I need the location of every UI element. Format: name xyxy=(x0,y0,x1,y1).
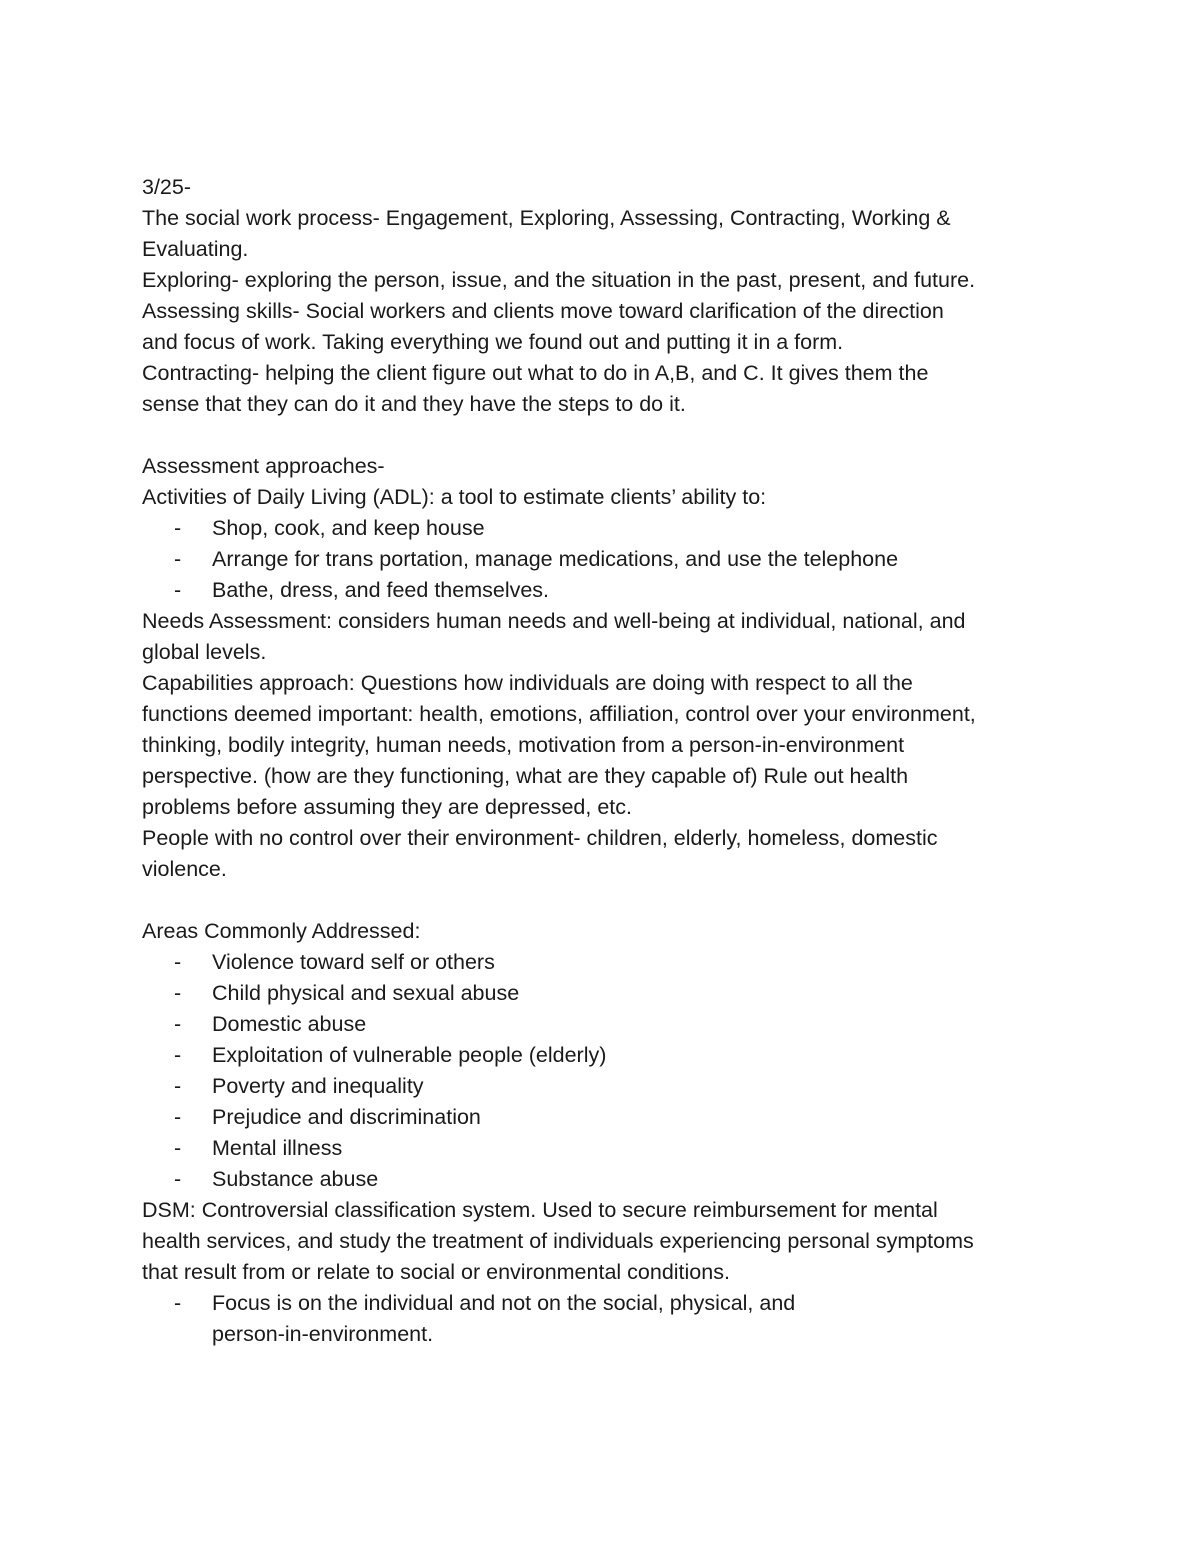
list-item-text: Substance abuse xyxy=(212,1167,379,1191)
dsm-text-line1: DSM: Controversial classification system. Used to secure reimbursement for mental xyxy=(142,1198,938,1222)
list-item xyxy=(142,1071,1072,1102)
assessing-text-line1: Assessing skills- Social workers and clients move toward clarification of the direction xyxy=(142,299,944,323)
list-item xyxy=(142,1040,1072,1071)
list-item-text: Domestic abuse xyxy=(212,1012,367,1036)
list-item xyxy=(142,1102,1072,1133)
bullet-dash: - xyxy=(174,547,182,571)
capabilities-text-line2: functions deemed important: health, emotions, affiliation, control over your environment, xyxy=(142,702,976,726)
bullet-dash: - xyxy=(174,516,182,540)
list-item-text xyxy=(212,1288,1072,1350)
bullet-dash: - xyxy=(174,1136,182,1160)
people-text-line2: violence. xyxy=(142,857,227,881)
list-item xyxy=(142,1009,1072,1040)
bullet-dash: - xyxy=(174,981,182,1005)
list-item-text: Mental illness xyxy=(212,1136,343,1160)
document-page xyxy=(142,172,1072,1350)
list-item xyxy=(142,513,1072,544)
capabilities-text-line1: Capabilities approach: Questions how individuals are doing with respect to all the xyxy=(142,671,913,695)
adl-text: Activities of Daily Living (ADL): a tool to estimate clients’ ability to: xyxy=(142,485,767,509)
list-item-text: Exploitation of vulnerable people (elderly) xyxy=(212,1043,607,1067)
dsm-bullet-line1: Focus is on the individual and not on the social, physical, and xyxy=(212,1291,796,1315)
list-item xyxy=(142,947,1072,978)
date-heading: 3/25- xyxy=(142,175,192,199)
bullet-dash: - xyxy=(174,1105,182,1129)
capabilities-text-line5: problems before assuming they are depressed, etc. xyxy=(142,795,632,819)
contracting-text-line2: sense that they can do it and they have the steps to do it. xyxy=(142,392,686,416)
process-text-line2: Evaluating. xyxy=(142,237,249,261)
list-item xyxy=(142,1288,1072,1350)
needs-text-line2: global levels. xyxy=(142,640,267,664)
list-item xyxy=(142,1164,1072,1195)
list-item xyxy=(142,575,1072,606)
list-item xyxy=(142,978,1072,1009)
list-item xyxy=(142,1133,1072,1164)
dsm-text-line3: that result from or relate to social or environmental conditions. xyxy=(142,1260,730,1284)
process-text-line1: The social work process- Engagement, Exploring, Assessing, Contracting, Working & xyxy=(142,206,951,230)
list-item xyxy=(142,544,1072,575)
list-item-text: Child physical and sexual abuse xyxy=(212,981,520,1005)
bullet-dash: - xyxy=(174,1074,182,1098)
spacer xyxy=(142,885,1072,916)
assessing-text-line2: and focus of work. Taking everything we found out and putting it in a form. xyxy=(142,330,844,354)
capabilities-text-line3: thinking, bodily integrity, human needs, motivation from a person-in-environment xyxy=(142,733,905,757)
dsm-bullet-line2: person-in-environment. xyxy=(212,1322,434,1346)
list-item-text: Shop, cook, and keep house xyxy=(212,516,485,540)
needs-text-line1: Needs Assessment: considers human needs and well-being at individual, national, and xyxy=(142,609,966,633)
capabilities-text-line4: perspective. (how are they functioning, what are they capable of) Rule out health xyxy=(142,764,909,788)
bullet-dash: - xyxy=(174,1167,182,1191)
list-item-text: Violence toward self or others xyxy=(212,950,495,974)
contracting-text-line1: Contracting- helping the client figure out what to do in A,B, and C. It gives them the xyxy=(142,361,929,385)
bullet-dash: - xyxy=(174,950,182,974)
spacer xyxy=(142,420,1072,451)
dsm-text-line2: health services, and study the treatment of individuals experiencing personal symptoms xyxy=(142,1229,974,1253)
list-item-text: Bathe, dress, and feed themselves. xyxy=(212,578,550,602)
exploring-text: Exploring- exploring the person, issue, and the situation in the past, present, and future. xyxy=(142,268,976,292)
people-text-line1: People with no control over their environment- children, elderly, homeless, domestic xyxy=(142,826,938,850)
bullet-dash: - xyxy=(174,1043,182,1067)
bullet-dash: - xyxy=(174,1291,182,1315)
list-item-text: Poverty and inequality xyxy=(212,1074,424,1098)
areas-heading: Areas Commonly Addressed: xyxy=(142,919,421,943)
bullet-dash: - xyxy=(174,1012,182,1036)
list-item-text: Arrange for trans portation, manage medications, and use the telephone xyxy=(212,547,899,571)
list-item-text: Prejudice and discrimination xyxy=(212,1105,481,1129)
approaches-heading: Assessment approaches- xyxy=(142,454,385,478)
bullet-dash: - xyxy=(174,578,182,602)
